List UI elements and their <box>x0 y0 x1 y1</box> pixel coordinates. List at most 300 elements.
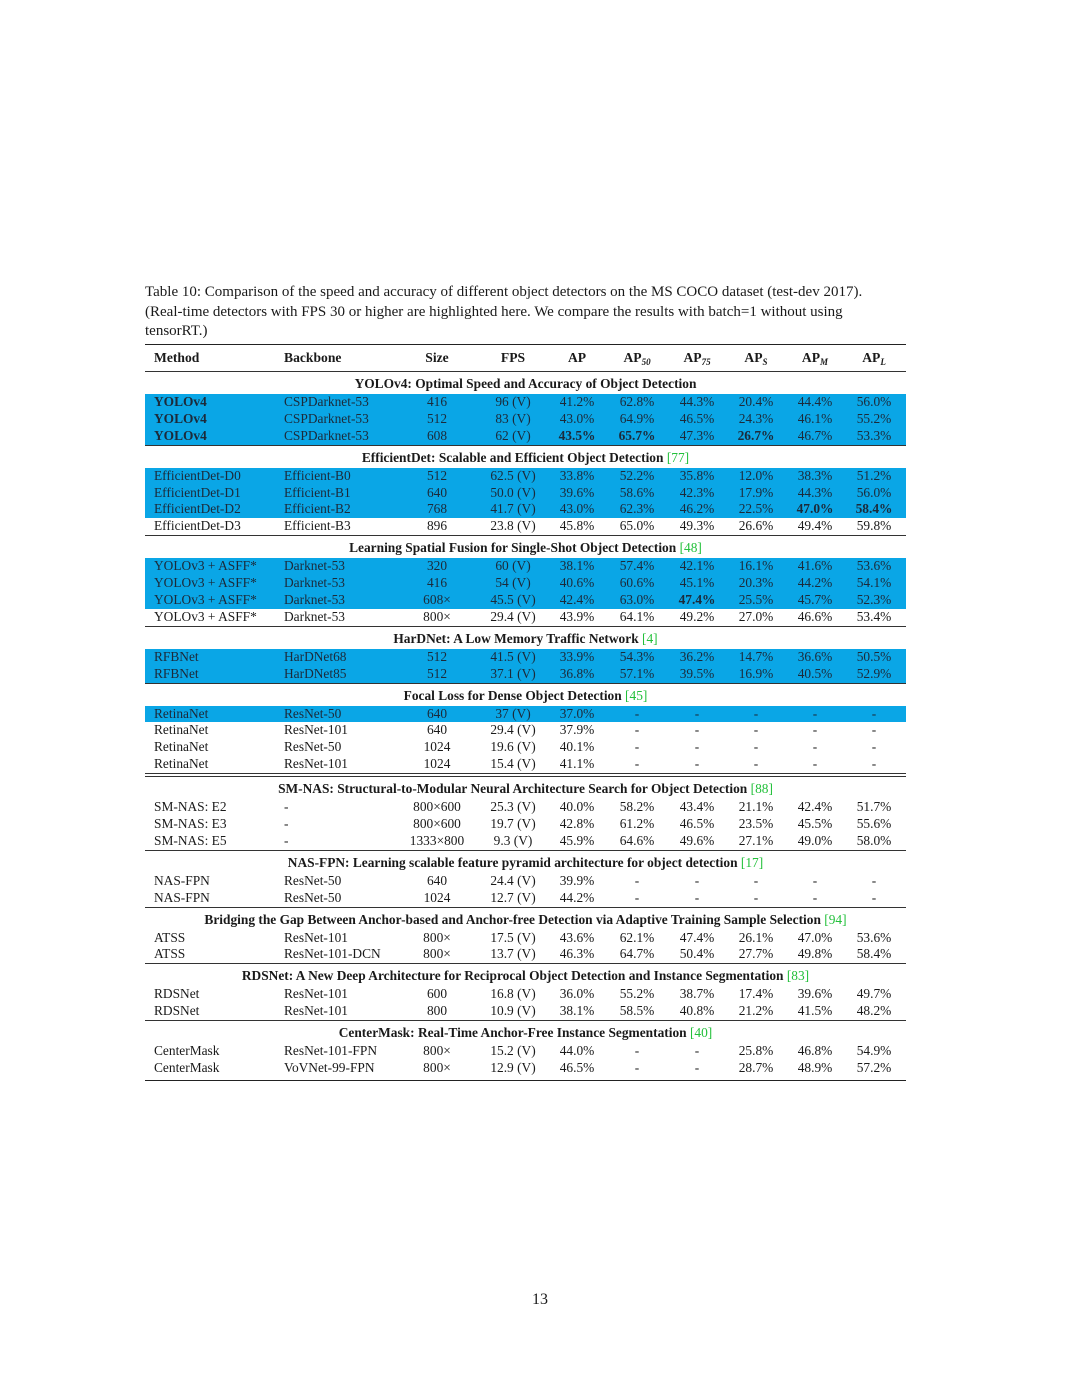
cell-fps: 13.7 (V) <box>490 946 536 962</box>
cell-ap: 36.8% <box>559 665 595 681</box>
table-body <box>145 371 906 1081</box>
cell-size: 512 <box>426 648 448 664</box>
table-row <box>145 799 906 816</box>
cell-method: RetinaNet <box>154 739 209 755</box>
cell-ap: 36.0% <box>559 986 595 1002</box>
table-row <box>145 394 906 411</box>
cell-ap: 43.0% <box>559 410 595 426</box>
cell-apm: 40.5% <box>797 665 833 681</box>
cell-apl: - <box>871 872 877 888</box>
cell-backbone: CSPDarknet-53 <box>284 394 369 409</box>
cell-size: 1024 <box>423 889 451 905</box>
section-title-text: CenterMask: Real-Time Anchor-Free Instance Segmentation <box>338 1025 687 1041</box>
cell-ap75: 40.8% <box>679 1003 715 1019</box>
cell-size: 512 <box>426 467 448 483</box>
cell-ap: 38.1% <box>559 1003 595 1019</box>
cell-fps: 12.7 (V) <box>490 889 536 905</box>
cell-ap50: 62.1% <box>619 929 655 945</box>
cell-apm: 38.3% <box>797 467 833 483</box>
cell-size: 416 <box>426 575 448 591</box>
cell-ap75: 49.3% <box>679 518 715 534</box>
header-ap50: $AP_{50}$ <box>623 350 651 367</box>
table-row <box>145 706 906 723</box>
cell-backbone: Darknet-53 <box>284 558 345 574</box>
table-row <box>145 986 906 1003</box>
cell-fps: 19.6 (V) <box>490 739 536 755</box>
cell-size: 800× <box>423 946 451 962</box>
cell-ap75: 50.4% <box>679 946 715 962</box>
table-row <box>145 501 906 518</box>
cell-apl: 56.0% <box>856 394 892 409</box>
cell-fps: 41.7 (V) <box>490 501 536 517</box>
citation-link[interactable]: [88] <box>750 781 773 797</box>
cell-ap75: 38.7% <box>679 986 715 1002</box>
cell-apl: 49.7% <box>856 986 892 1002</box>
cell-apm: 46.8% <box>797 1043 833 1059</box>
cell-method: SM-NAS: E5 <box>154 832 227 848</box>
cell-ap50: - <box>634 872 640 888</box>
cell-apl: 52.9% <box>856 665 892 681</box>
cell-backbone: CSPDarknet-53 <box>284 410 369 426</box>
cell-apm: 42.4% <box>797 799 833 815</box>
cell-aps: 26.7% <box>737 427 775 443</box>
cell-ap50: 64.7% <box>619 946 655 962</box>
cell-aps: 24.3% <box>738 410 774 426</box>
header-apm: $AP_M$ <box>801 350 829 367</box>
cell-ap75: 47.4% <box>679 929 715 945</box>
cell-ap50: - <box>634 705 640 721</box>
cell-apl: 54.9% <box>856 1043 892 1059</box>
cell-ap50: 61.2% <box>619 816 655 832</box>
cell-backbone: ResNet-101 <box>284 756 348 772</box>
cell-method: RFBNet <box>154 648 199 664</box>
table-row <box>145 816 906 833</box>
cell-apl: 53.6% <box>856 929 892 945</box>
cell-ap75: - <box>694 739 700 755</box>
cell-apl: - <box>871 756 877 772</box>
table-row <box>145 558 906 575</box>
cell-backbone: Darknet-53 <box>284 592 345 608</box>
page-number: 13 <box>532 1291 548 1308</box>
cell-ap75: 43.4% <box>679 799 715 815</box>
cell-size: 320 <box>426 558 448 574</box>
cell-fps: 62.5 (V) <box>490 467 536 483</box>
cell-aps: 26.1% <box>738 929 774 945</box>
cell-backbone: ResNet-101 <box>284 1003 348 1019</box>
cell-size: 640 <box>426 722 448 738</box>
cell-method: YOLOv3 + ASFF* <box>154 558 257 574</box>
table-row <box>145 428 906 445</box>
cell-method: RetinaNet <box>154 705 209 721</box>
caption-line-1: Table 10: Comparison of the speed and accuracy of different object detectors on the MS COCO dataset (test-dev 2017). <box>145 284 863 300</box>
cell-ap75: 47.4% <box>678 592 716 608</box>
section-title-text: NAS-FPN: Learning scalable feature pyramid architecture for object detection <box>287 854 738 870</box>
cell-size: 800× <box>423 608 451 624</box>
cell-fps: 10.9 (V) <box>490 1003 536 1019</box>
cell-fps: 29.4 (V) <box>490 608 536 624</box>
citation-link[interactable]: [83] <box>786 968 810 984</box>
cell-size: 800 <box>426 1003 448 1019</box>
cell-size: 608× <box>423 592 451 608</box>
cell-aps: 21.2% <box>738 1003 774 1019</box>
cell-apm: - <box>812 889 818 905</box>
cell-apl: - <box>871 705 877 721</box>
cell-aps: 27.1% <box>738 832 774 848</box>
cell-size: 800×600 <box>413 799 461 815</box>
cell-ap: 39.6% <box>559 484 595 500</box>
section-title-text: SM-NAS: Structural-to-Modular Neural Architecture Search for Object Detection <box>278 781 748 797</box>
cell-fps: 41.5 (V) <box>490 648 536 664</box>
cell-method: RetinaNet <box>154 722 209 738</box>
cell-ap: 43.6% <box>559 929 595 945</box>
cell-fps: 15.4 (V) <box>490 756 536 772</box>
cell-size: 608 <box>426 427 448 443</box>
caption-line-2: (Real-time detectors with FPS 30 or higher are highlighted here. We compare the results with batch=1 without using <box>145 303 843 320</box>
table-row <box>145 722 906 739</box>
cell-size: 800× <box>423 929 451 945</box>
cell-backbone: Efficient-B3 <box>284 518 351 534</box>
cell-apm: 49.4% <box>797 518 833 534</box>
cell-apl: 58.4% <box>856 946 892 962</box>
header-size: Size <box>425 350 449 365</box>
cell-backbone: VoVNet-99-FPN <box>284 1060 375 1076</box>
cell-ap50: 52.2% <box>619 467 655 483</box>
cell-backbone: Efficient-B0 <box>284 467 351 483</box>
cell-fps: 83 (V) <box>495 410 531 426</box>
cell-apl: - <box>871 889 877 905</box>
cell-apm: - <box>812 739 818 755</box>
cell-backbone: - <box>284 832 289 848</box>
cell-fps: 96 (V) <box>495 394 531 409</box>
table-header <box>145 345 906 371</box>
cell-ap: 39.9% <box>559 872 595 888</box>
citation-link[interactable]: [94] <box>824 911 847 927</box>
comparison-table <box>145 344 906 1081</box>
table-caption <box>145 283 907 342</box>
cell-ap75: 49.2% <box>679 608 715 624</box>
citation-link[interactable]: [40] <box>689 1025 713 1041</box>
table-row <box>145 1043 906 1060</box>
section-title <box>145 627 906 649</box>
cell-aps: - <box>753 756 759 772</box>
cell-backbone: ResNet-50 <box>284 705 342 721</box>
cell-method: RFBNet <box>154 665 199 681</box>
cell-ap50: 58.2% <box>619 799 655 815</box>
cell-ap: 40.0% <box>559 799 595 815</box>
cell-ap: 45.8% <box>559 518 595 534</box>
cell-fps: 23.8 (V) <box>490 518 536 534</box>
cell-backbone: HarDNet68 <box>284 648 347 664</box>
cell-aps: 17.4% <box>738 986 774 1002</box>
section-title-text: EfficientDet: Scalable and Efficient Object Detection <box>361 449 664 465</box>
cell-backbone: - <box>284 816 289 832</box>
table-row <box>145 575 906 592</box>
cell-size: 800× <box>423 1060 451 1076</box>
cell-apl: 55.6% <box>856 816 892 832</box>
cell-apm: - <box>812 872 818 888</box>
table-row <box>145 739 906 756</box>
citation-link[interactable]: [48] <box>679 540 702 556</box>
cell-method: RDSNet <box>154 1003 200 1019</box>
cell-apl: 51.7% <box>856 799 892 815</box>
section-title-text: RDSNet: A New Deep Architecture for Reciprocal Object Detection and Instance Segmentation <box>241 968 784 984</box>
cell-ap50: 62.3% <box>619 501 655 517</box>
cell-aps: 12.0% <box>738 467 774 483</box>
cell-aps: 26.6% <box>738 518 774 534</box>
cell-size: 896 <box>426 518 448 534</box>
cell-apm: 45.5% <box>797 816 833 832</box>
section-title <box>145 372 906 394</box>
cell-ap: 43.5% <box>558 427 596 443</box>
citation-link[interactable]: [77] <box>666 449 690 465</box>
header-backbone: Backbone <box>284 350 342 365</box>
cell-apm: - <box>812 756 818 772</box>
cell-method: EfficientDet-D1 <box>154 484 241 500</box>
cell-method: SM-NAS: E3 <box>154 816 227 832</box>
cell-ap50: - <box>634 889 640 905</box>
cell-ap50: 64.1% <box>619 608 655 624</box>
header-apl: $AP_L$ <box>862 350 886 367</box>
cell-apm: 46.6% <box>797 608 833 624</box>
citation-link[interactable]: [45] <box>625 687 648 703</box>
section-title-text: HarDNet: A Low Memory Traffic Network <box>393 630 639 646</box>
table-row <box>145 468 906 485</box>
cell-backbone: ResNet-101 <box>284 929 348 945</box>
cell-backbone: - <box>284 799 289 815</box>
cell-apl: 53.4% <box>856 608 892 624</box>
cell-ap75: 42.1% <box>679 558 715 574</box>
section-title <box>145 908 906 930</box>
cell-ap75: 39.5% <box>679 665 715 681</box>
cell-backbone: HarDNet85 <box>284 665 347 681</box>
cell-fps: 25.3 (V) <box>490 799 536 815</box>
cell-aps: 16.1% <box>738 558 774 574</box>
cell-fps: 37 (V) <box>495 705 531 721</box>
cell-fps: 62 (V) <box>495 427 531 443</box>
cell-apm: 45.7% <box>797 592 833 608</box>
cell-ap: 38.1% <box>559 558 595 574</box>
cell-backbone: Darknet-53 <box>284 575 345 591</box>
cell-ap75: 36.2% <box>679 648 715 664</box>
cell-apm: 47.0% <box>796 501 834 517</box>
cell-apl: 53.6% <box>856 558 892 574</box>
table-row <box>145 485 906 502</box>
cell-ap: 45.9% <box>559 832 595 848</box>
cell-apm: 39.6% <box>797 986 833 1002</box>
cell-method: YOLOv4 <box>154 394 207 409</box>
cell-apl: 50.5% <box>856 648 892 664</box>
cell-fps: 29.4 (V) <box>490 722 536 738</box>
cell-method: RDSNet <box>154 986 200 1002</box>
cell-aps: - <box>753 872 759 888</box>
cell-method: EfficientDet-D2 <box>154 501 241 517</box>
cell-ap75: - <box>694 872 700 888</box>
cell-size: 600 <box>426 986 448 1002</box>
cell-fps: 17.5 (V) <box>490 929 536 945</box>
cell-backbone: ResNet-101 <box>284 722 348 738</box>
cell-apm: 44.4% <box>797 394 833 409</box>
cell-ap50: - <box>634 739 640 755</box>
cell-method: SM-NAS: E2 <box>154 799 227 815</box>
cell-aps: - <box>753 705 759 721</box>
cell-ap75: 49.6% <box>679 832 715 848</box>
cell-size: 1333×800 <box>409 832 465 848</box>
cell-ap75: 46.5% <box>679 816 715 832</box>
cell-ap75: 42.3% <box>679 484 715 500</box>
cell-aps: 28.7% <box>738 1060 774 1076</box>
header-ap: AP <box>567 350 587 365</box>
cell-ap: 46.5% <box>559 1060 595 1076</box>
cell-aps: 25.5% <box>738 592 774 608</box>
cell-backbone: Efficient-B2 <box>284 501 351 517</box>
citation-link[interactable]: [17] <box>740 854 764 870</box>
cell-ap50: 57.4% <box>619 558 655 574</box>
citation-link[interactable]: [4] <box>642 630 658 646</box>
cell-aps: 16.9% <box>738 665 774 681</box>
table-row <box>145 1060 906 1077</box>
cell-apl: 56.0% <box>856 484 892 500</box>
cell-ap: 42.4% <box>559 592 595 608</box>
cell-ap75: 46.5% <box>679 410 715 426</box>
section-title-text: Bridging the Gap Between Anchor-based and Anchor-free Detection via Adaptive Training Sample Selection <box>204 911 821 927</box>
cell-apm: 46.1% <box>797 410 833 426</box>
cell-apm: 47.0% <box>797 929 833 945</box>
cell-ap: 40.1% <box>559 739 595 755</box>
cell-ap50: 65.0% <box>619 518 655 534</box>
table-row <box>145 609 906 626</box>
cell-backbone: ResNet-50 <box>284 739 342 755</box>
cell-apm: 44.2% <box>797 575 833 591</box>
cell-ap: 37.9% <box>559 722 595 738</box>
cell-size: 800× <box>423 1043 451 1059</box>
cell-apm: 41.6% <box>797 558 833 574</box>
cell-ap: 43.9% <box>559 608 595 624</box>
header-aps: $AP_S$ <box>744 350 768 367</box>
cell-method: YOLOv3 + ASFF* <box>154 592 257 608</box>
cell-ap50: 64.6% <box>619 832 655 848</box>
cell-fps: 60 (V) <box>495 558 531 574</box>
cell-fps: 9.3 (V) <box>493 832 533 848</box>
cell-fps: 54 (V) <box>495 575 531 591</box>
cell-method: NAS-FPN <box>154 889 210 905</box>
table-row <box>145 833 906 850</box>
cell-aps: 14.7% <box>738 648 774 664</box>
cell-apm: 36.6% <box>797 648 833 664</box>
cell-ap: 43.0% <box>559 501 595 517</box>
cell-fps: 19.7 (V) <box>490 816 536 832</box>
cell-aps: 21.1% <box>738 799 774 815</box>
cell-ap50: 64.9% <box>619 410 655 426</box>
cell-backbone: ResNet-50 <box>284 872 342 888</box>
cell-apl: - <box>871 722 877 738</box>
cell-ap50: 62.8% <box>619 394 655 409</box>
cell-aps: 20.3% <box>738 575 774 591</box>
cell-ap: 33.9% <box>559 648 595 664</box>
cell-apm: - <box>812 722 818 738</box>
cell-method: EfficientDet-D3 <box>154 518 241 534</box>
cell-ap75: - <box>694 889 700 905</box>
cell-aps: 25.8% <box>738 1043 774 1059</box>
cell-ap50: 63.0% <box>619 592 655 608</box>
section-title <box>145 777 906 799</box>
cell-apl: 59.8% <box>856 518 892 534</box>
cell-fps: 16.8 (V) <box>490 986 536 1002</box>
cell-ap50: 58.6% <box>619 484 655 500</box>
section-title <box>145 684 906 706</box>
table-row <box>145 592 906 609</box>
cell-backbone: ResNet-101-FPN <box>284 1043 377 1059</box>
section-title <box>145 851 906 873</box>
cell-apl: 55.2% <box>856 410 892 426</box>
cell-ap50: - <box>634 1060 640 1076</box>
cell-ap75: 46.2% <box>679 501 715 517</box>
header-ap75: $AP_{75}$ <box>683 350 711 367</box>
cell-ap50: - <box>634 1043 640 1059</box>
cell-ap: 40.6% <box>559 575 595 591</box>
header-method: Method <box>154 350 200 365</box>
cell-aps: 27.0% <box>738 608 774 624</box>
table-row <box>145 873 906 890</box>
cell-ap50: 60.6% <box>619 575 655 591</box>
table-row <box>145 756 906 773</box>
cell-ap75: 45.1% <box>679 575 715 591</box>
cell-apm: 49.0% <box>797 832 833 848</box>
cell-ap50: - <box>634 756 640 772</box>
cell-method: RetinaNet <box>154 756 209 772</box>
cell-aps: - <box>753 722 759 738</box>
cell-aps: - <box>753 739 759 755</box>
cell-ap75: 44.3% <box>679 394 715 409</box>
cell-fps: 15.2 (V) <box>490 1043 536 1059</box>
table-row <box>145 930 906 947</box>
cell-fps: 37.1 (V) <box>490 665 536 681</box>
cell-fps: 12.9 (V) <box>490 1060 536 1076</box>
cell-apl: 53.3% <box>856 427 892 443</box>
cell-apl: 48.2% <box>856 1003 892 1019</box>
cell-apm: 46.7% <box>797 427 833 443</box>
cell-apm: 49.8% <box>797 946 833 962</box>
cell-aps: - <box>753 889 759 905</box>
cell-fps: 45.5 (V) <box>490 592 536 608</box>
cell-method: YOLOv4 <box>154 427 207 443</box>
cell-ap75: 47.3% <box>679 427 715 443</box>
cell-size: 800×600 <box>413 816 461 832</box>
cell-ap: 33.8% <box>559 467 595 483</box>
cell-method: ATSS <box>154 929 186 945</box>
table-row <box>145 946 906 963</box>
cell-ap75: - <box>694 705 700 721</box>
table-row <box>145 666 906 683</box>
cell-size: 1024 <box>423 756 451 772</box>
cell-ap50: 55.2% <box>619 986 655 1002</box>
cell-size: 512 <box>426 665 448 681</box>
header-fps: FPS <box>500 350 526 365</box>
cell-ap75: - <box>694 722 700 738</box>
cell-method: CenterMask <box>154 1060 220 1076</box>
table-row <box>145 890 906 907</box>
cell-aps: 23.5% <box>738 816 774 832</box>
table-row <box>145 649 906 666</box>
cell-apm: 41.5% <box>797 1003 833 1019</box>
cell-method: NAS-FPN <box>154 872 210 888</box>
cell-ap: 44.0% <box>559 1043 595 1059</box>
cell-method: YOLOv4 <box>154 410 207 426</box>
cell-method: EfficientDet-D0 <box>154 467 241 483</box>
cell-ap: 44.2% <box>559 889 595 905</box>
cell-ap75: - <box>694 1060 700 1076</box>
cell-ap: 42.8% <box>559 816 595 832</box>
cell-ap75: 35.8% <box>679 467 715 483</box>
